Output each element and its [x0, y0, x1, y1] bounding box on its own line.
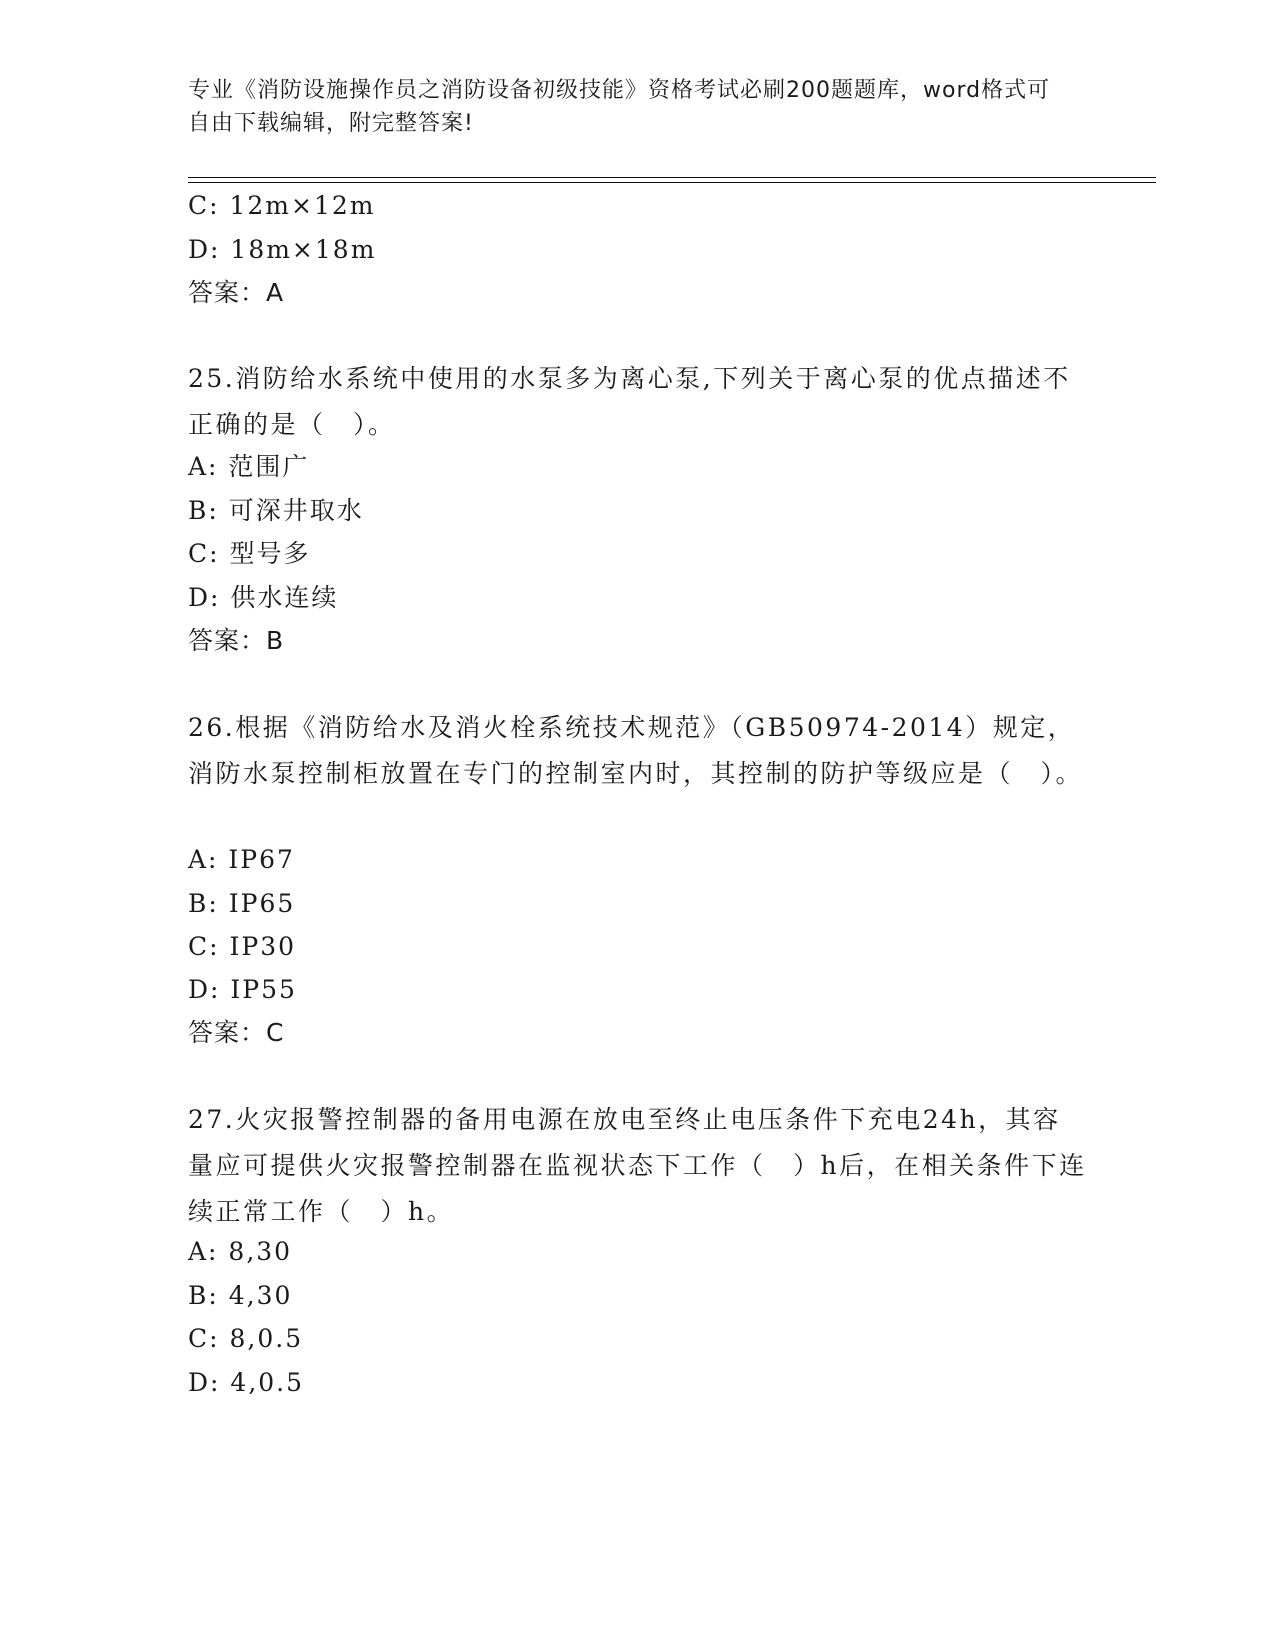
question-25-stem: 25.消防给水系统中使用的水泵多为离心泵,下列关于离心泵的优点描述不正确的是（ ）。 [188, 364, 1071, 439]
question-25-option-c: C: 型号多 [188, 539, 311, 568]
question-26-option-c: C: IP30 [188, 932, 297, 961]
question-25-answer: 答案：B [188, 626, 285, 655]
question-27-option-b: B: 4,30 [188, 1281, 293, 1310]
question-27-option-d: D: 4,0.5 [188, 1368, 305, 1397]
question-26-option-a: A: IP67 [188, 845, 295, 874]
question-27-option-a: A: 8,30 [188, 1237, 293, 1266]
prev-answer: 答案：A [188, 278, 285, 307]
question-26-answer: 答案：C [188, 1018, 285, 1047]
header-divider-top [188, 177, 1156, 178]
question-26-option-b: B: IP65 [188, 889, 296, 918]
question-25-option-d: D: 供水连续 [188, 583, 339, 612]
prev-option-d: D: 18m×18m [188, 235, 377, 264]
question-26-stem: 26.根据《消防给水及消火栓系统技术规范》（GB50974-2014）规定，消防水泵控制柜放置在专门的控制室内时，其控制的防护等级应是（ ）。 [188, 713, 1084, 788]
question-26-option-d: D: IP55 [188, 975, 297, 1004]
question-25-option-b: B: 可深井取水 [188, 496, 364, 525]
question-27-option-c: C: 8,0.5 [188, 1324, 304, 1353]
prev-option-c: C: 12m×12m [188, 191, 376, 220]
page-header: 专业《消防设施操作员之消防设备初级技能》资格考试必刷200题题库，word格式可自由下载编辑，附完整答案! [188, 78, 1051, 136]
header-divider-bottom [188, 182, 1156, 183]
question-25-option-a: A: 范围广 [188, 452, 310, 481]
question-27-stem: 27.火灾报警控制器的备用电源在放电至终止电压条件下充电24h，其容量应可提供火灾报警控制器在监视状态下工作（ ）h后，在相关条件下连续正常工作（ ）h。 [188, 1105, 1087, 1226]
